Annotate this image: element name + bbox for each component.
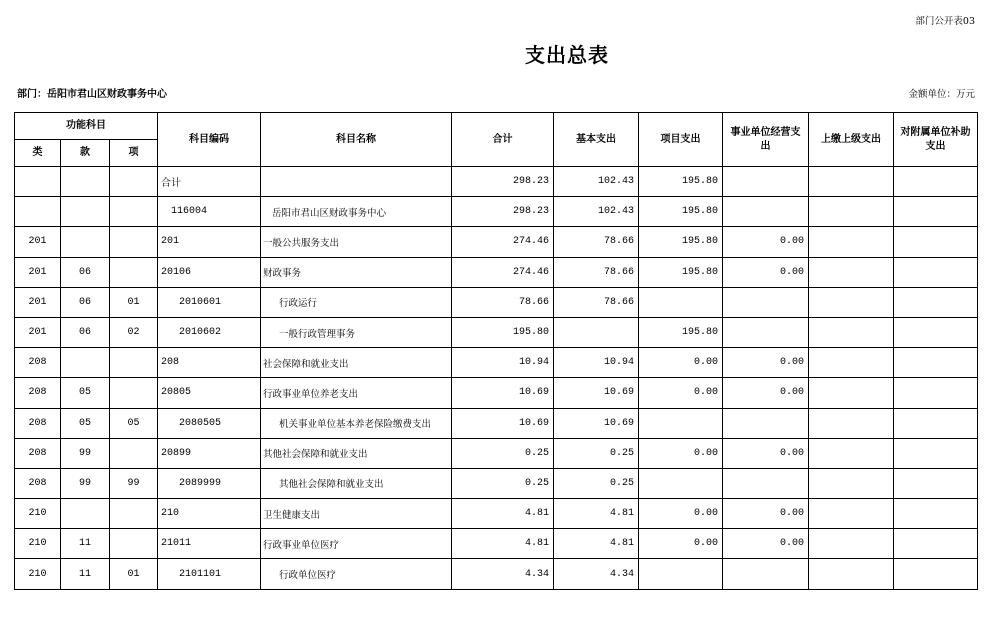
cell-total: 4.81 [452,529,554,559]
cell-item [110,348,158,378]
cell-subject-code: 116004 [158,197,261,227]
page-title: 支出总表 [525,43,609,67]
cell-subject-code: 201 [158,227,261,257]
cell-basic-expenditure: 78.66 [554,287,639,317]
cell-total: 274.46 [452,257,554,287]
cell-item [110,227,158,257]
cell-business-expenditure: 0.00 [723,227,809,257]
header-business-expenditure-label: 事业单位经营支出 [730,126,801,152]
cell-remit-expenditure [809,348,894,378]
header-basic-expenditure-label: 基本支出 [576,133,617,145]
cell-total: 0.25 [452,438,554,468]
cell-project-expenditure [639,468,723,498]
table-row [15,378,978,408]
cell-business-expenditure [723,559,809,589]
cell-subject-name: 行政事业单位医疗 [261,529,452,559]
cell-total: 274.46 [452,227,554,257]
cell-category [15,167,61,197]
header-section [61,140,110,167]
cell-subject-name: 一般行政管理事务 [261,317,452,347]
cell-subsidy-expenditure [894,317,978,347]
cell-subject-name: 行政运行 [261,287,452,317]
cell-project-expenditure [639,559,723,589]
header-project-expenditure [639,113,723,167]
cell-category: 201 [15,257,61,287]
cell-subject-code: 合计 [158,167,261,197]
cell-section: 05 [61,378,110,408]
header-category-label: 类 [32,147,43,158]
cell-subject-code: 21011 [158,529,261,559]
table-row [15,529,978,559]
cell-subsidy-expenditure [894,499,978,529]
table-row [15,257,978,287]
cell-basic-expenditure: 10.94 [554,348,639,378]
cell-subsidy-expenditure [894,408,978,438]
cell-remit-expenditure [809,197,894,227]
cell-project-expenditure: 0.00 [639,348,723,378]
amount-unit-label: 金额单位：万元 [908,89,975,100]
cell-subject-code: 2101101 [158,559,261,589]
cell-category: 210 [15,559,61,589]
table-row [15,499,978,529]
cell-subject-name: 行政单位医疗 [261,559,452,589]
header-row-1 [15,113,978,140]
cell-basic-expenditure: 4.34 [554,559,639,589]
cell-remit-expenditure [809,438,894,468]
table-row [15,167,978,197]
cell-item: 99 [110,468,158,498]
cell-subject-name: 岳阳市君山区财政事务中心 [261,197,452,227]
cell-remit-expenditure [809,257,894,287]
header-basic-expenditure [554,113,639,167]
table-row [15,227,978,257]
cell-item: 01 [110,559,158,589]
cell-category [15,197,61,227]
header-project-expenditure-label: 项目支出 [660,133,701,145]
table-row [15,559,978,589]
cell-subject-name: 其他社会保障和就业支出 [261,438,452,468]
cell-section: 11 [61,559,110,589]
cell-remit-expenditure [809,287,894,317]
cell-remit-expenditure [809,468,894,498]
cell-remit-expenditure [809,378,894,408]
cell-remit-expenditure [809,167,894,197]
header-subsidy-expenditure-label: 对附属单位补助支出 [900,126,971,152]
cell-total: 298.23 [452,197,554,227]
cell-item [110,257,158,287]
cell-subject-code: 2010602 [158,317,261,347]
cell-remit-expenditure [809,317,894,347]
cell-subject-code: 208 [158,348,261,378]
cell-business-expenditure: 0.00 [723,257,809,287]
cell-basic-expenditure: 102.43 [554,167,639,197]
cell-section [61,167,110,197]
cell-project-expenditure [639,287,723,317]
cell-section [61,227,110,257]
cell-total: 10.69 [452,408,554,438]
header-item [110,140,158,167]
cell-project-expenditure: 0.00 [639,438,723,468]
cell-basic-expenditure: 4.81 [554,499,639,529]
table-header [15,113,978,167]
cell-subsidy-expenditure [894,197,978,227]
cell-total: 10.94 [452,348,554,378]
cell-subject-name: 其他社会保障和就业支出 [261,468,452,498]
header-subject-code-label: 科目编码 [189,133,230,145]
cell-section [61,348,110,378]
table-row [15,197,978,227]
cell-business-expenditure [723,197,809,227]
cell-subsidy-expenditure [894,257,978,287]
cell-subsidy-expenditure [894,378,978,408]
header-function-subject [15,113,158,140]
table-row [15,468,978,498]
cell-section: 05 [61,408,110,438]
table-body [15,167,978,590]
table-row [15,287,978,317]
header-remit-expenditure-label: 上缴上级支出 [821,133,882,145]
header-total [452,113,554,167]
cell-basic-expenditure: 10.69 [554,378,639,408]
cell-total: 4.81 [452,499,554,529]
cell-project-expenditure: 0.00 [639,378,723,408]
table-row [15,317,978,347]
cell-subject-code: 20899 [158,438,261,468]
cell-subject-name: 社会保障和就业支出 [261,348,452,378]
cell-category: 210 [15,499,61,529]
cell-total: 195.80 [452,317,554,347]
cell-remit-expenditure [809,227,894,257]
header-section-label: 款 [80,147,90,158]
header-item-label: 项 [128,147,139,158]
table-row [15,408,978,438]
cell-section: 06 [61,257,110,287]
cell-subject-code: 20106 [158,257,261,287]
cell-project-expenditure: 195.80 [639,197,723,227]
cell-total: 10.69 [452,378,554,408]
cell-section: 99 [61,468,110,498]
cell-item [110,167,158,197]
cell-item: 02 [110,317,158,347]
cell-project-expenditure: 195.80 [639,167,723,197]
cell-category: 201 [15,317,61,347]
cell-section: 11 [61,529,110,559]
cell-item [110,197,158,227]
header-subject-code [158,113,261,167]
cell-subject-code: 210 [158,499,261,529]
cell-category: 208 [15,378,61,408]
cell-business-expenditure [723,287,809,317]
cell-subject-name: 财政事务 [261,257,452,287]
form-number: 部门公开表03 [915,16,975,27]
cell-subject-name: 卫生健康支出 [261,499,452,529]
cell-total: 0.25 [452,468,554,498]
cell-business-expenditure: 0.00 [723,348,809,378]
cell-section [61,499,110,529]
cell-subsidy-expenditure [894,348,978,378]
cell-remit-expenditure [809,408,894,438]
cell-subject-name: 机关事业单位基本养老保险缴费支出 [261,408,452,438]
cell-project-expenditure [639,408,723,438]
table-row [15,438,978,468]
cell-project-expenditure: 0.00 [639,529,723,559]
cell-business-expenditure: 0.00 [723,499,809,529]
cell-total: 78.66 [452,287,554,317]
cell-category: 208 [15,408,61,438]
header-subject-name-label: 科目名称 [336,133,377,145]
cell-project-expenditure: 195.80 [639,257,723,287]
cell-section [61,197,110,227]
cell-total: 298.23 [452,167,554,197]
cell-basic-expenditure: 0.25 [554,468,639,498]
cell-remit-expenditure [809,559,894,589]
cell-project-expenditure: 195.80 [639,317,723,347]
cell-subsidy-expenditure [894,287,978,317]
cell-business-expenditure [723,317,809,347]
cell-item [110,438,158,468]
cell-category: 208 [15,438,61,468]
cell-total: 4.34 [452,559,554,589]
cell-basic-expenditure: 78.66 [554,257,639,287]
cell-subsidy-expenditure [894,438,978,468]
cell-basic-expenditure: 4.81 [554,529,639,559]
cell-basic-expenditure: 78.66 [554,227,639,257]
cell-remit-expenditure [809,499,894,529]
cell-basic-expenditure: 102.43 [554,197,639,227]
cell-project-expenditure: 195.80 [639,227,723,257]
cell-subsidy-expenditure [894,227,978,257]
cell-subsidy-expenditure [894,529,978,559]
cell-section: 99 [61,438,110,468]
department-label: 部门：岳阳市君山区财政事务中心 [17,89,167,100]
header-function-subject-label: 功能科目 [66,120,107,131]
cell-subject-name: 一般公共服务支出 [261,227,452,257]
table-row [15,348,978,378]
header-subject-name [261,113,452,167]
cell-category: 201 [15,227,61,257]
cell-subject-code: 2089999 [158,468,261,498]
cell-basic-expenditure: 0.25 [554,438,639,468]
cell-item [110,529,158,559]
cell-item: 05 [110,408,158,438]
cell-category: 210 [15,529,61,559]
cell-subsidy-expenditure [894,559,978,589]
cell-subject-code: 20805 [158,378,261,408]
cell-subject-code: 2010601 [158,287,261,317]
cell-project-expenditure: 0.00 [639,499,723,529]
cell-business-expenditure [723,468,809,498]
cell-item [110,499,158,529]
header-category [15,140,61,167]
expenditure-summary-table [14,112,978,590]
cell-business-expenditure [723,167,809,197]
cell-subsidy-expenditure [894,468,978,498]
cell-remit-expenditure [809,529,894,559]
header-subsidy-expenditure [894,113,978,167]
cell-item [110,378,158,408]
cell-category: 201 [15,287,61,317]
cell-section: 06 [61,287,110,317]
cell-basic-expenditure: 10.69 [554,408,639,438]
cell-item: 01 [110,287,158,317]
cell-subject-name [261,167,452,197]
cell-business-expenditure: 0.00 [723,378,809,408]
header-total-label: 合计 [492,133,513,145]
cell-subject-code: 2080505 [158,408,261,438]
header-business-expenditure [723,113,809,167]
cell-subject-name: 行政事业单位养老支出 [261,378,452,408]
cell-category: 208 [15,348,61,378]
cell-business-expenditure [723,408,809,438]
header-remit-expenditure [809,113,894,167]
cell-business-expenditure: 0.00 [723,529,809,559]
cell-basic-expenditure [554,317,639,347]
cell-subsidy-expenditure [894,167,978,197]
cell-section: 06 [61,317,110,347]
cell-business-expenditure: 0.00 [723,438,809,468]
cell-category: 208 [15,468,61,498]
